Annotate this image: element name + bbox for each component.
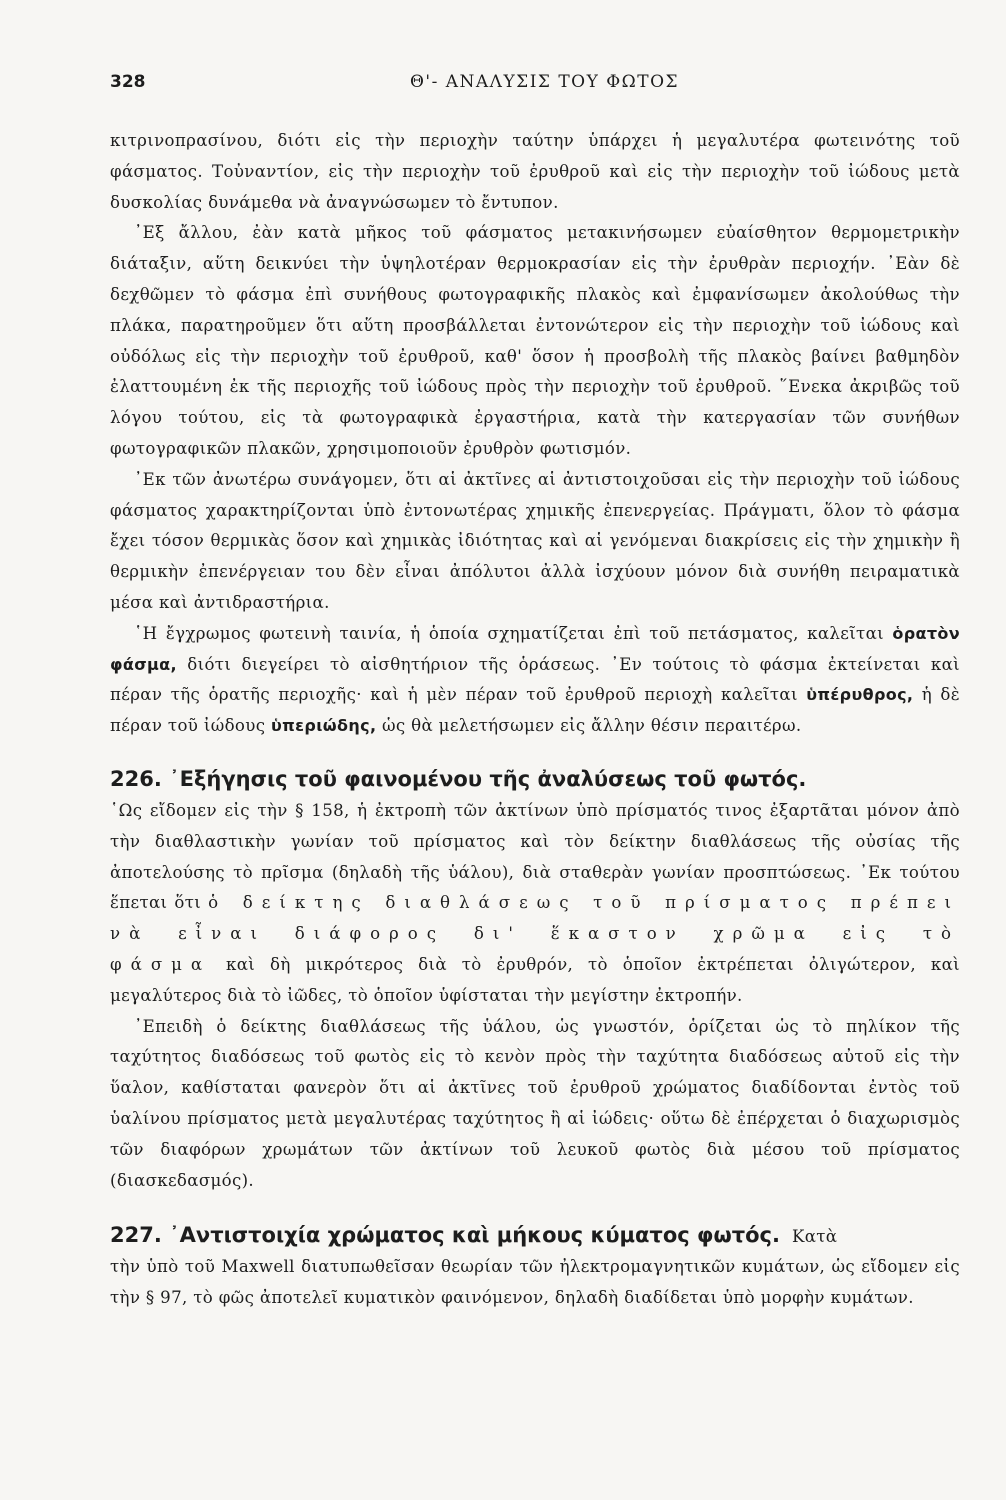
page-number: 328 — [110, 72, 146, 92]
paragraph-3: ᾿Εκ τῶν ἀνωτέρω συνάγομεν, ὅτι αἱ ἀκτῖνες αἱ ἀντιστοιχοῦσαι εἰς τὴν περιοχὴν τοῦ ἰώδους φάσματος χαρακτηρίζονται ὑπὸ ἐντονωτέρας χημικῆς ἐπενεργείας. Πράγματι, ὅλον τὸ φάσμα ἔχει τόσον θερμικὰς ὅσον καὶ χημικὰς ἰδιότητας καὶ αἱ γενόμεναι διακρίσεις εἰς τὴν χημικὴν ἢ θερμικὴν ἐπενέργειαν του δὲν εἶναι ἀπόλυτοι ἀλλὰ ἰσχύουν μόνον διὰ συνήθη πειραματικὰ μέσα καὶ ἀντιδραστήρια. — [110, 469, 960, 612]
book-page — [110, 62, 960, 1314]
page-header — [110, 62, 960, 102]
spaced-emphasis: ὁ δείκτης διαθλάσεως τοῦ πρίσματος πρέπει νὰ εἶναι διάφορος δι' ἕκαστον χρῶμα εἰς τὸ φάσμα — [110, 893, 960, 974]
text-run: ῾Ως εἴδομεν εἰς τὴν § 158, ἡ ἐκτροπὴ τῶν ἀκτίνων ὑπὸ πρίσματός τινος ἐξαρτᾶται μόνον ἀπὸ τὴν διαθλαστικὴν γωνίαν τοῦ πρίσματος καὶ τὸν δείκτην διαθλάσεως τῆς οὐσίας τῆς ἀποτελούσης τὸ πρῖσμα (δηλαδὴ τῆς ὑάλου), διὰ σταθερὰν γωνίαν προσπτώσεως. ᾿Εκ τούτου ἕπεται ὅτι — [110, 800, 960, 913]
section-title: ᾿Αντιστοιχία χρώματος καὶ μήκους κύματος φωτός. — [169, 1223, 780, 1248]
term-ultraviolet: ὑπεριώδης, — [270, 716, 377, 736]
text-run: ῾Η ἔγχρωμος φωτεινὴ ταινία, ἡ ὁποία σχηματίζεται ἐπὶ τοῦ πετάσματος, καλεῖται — [134, 623, 884, 643]
section-226-paragraph-2: ᾿Επειδὴ ὁ δείκτης διαθλάσεως τῆς ὑάλου, ὡς γνωστόν, ὁρίζεται ὡς τὸ πηλίκον τῆς ταχύτητος διαδόσεως τοῦ φωτὸς εἰς τὸ κενὸν πρὸς τὴν ταχύτητα διαδόσεως αὐτοῦ εἰς τὴν ὕαλον, καθίσταται φανερὸν ὅτι αἱ ἀκτῖνες τοῦ ἐρυθροῦ χρώματος διαδίδονται ἐντὸς τοῦ ὑαλίνου πρίσματος μετὰ μεγαλυτέρας ταχύτητος ἢ αἱ ἰώδεις· οὕτω δὲ ἐπέρχεται ὁ διαχωρισμὸς τῶν διαφόρων χρωμάτων τῶν ἀκτίνων τοῦ λευκοῦ φωτὸς διὰ μέσου τοῦ πρίσματος (διασκεδασμός). — [110, 1016, 960, 1190]
section-226-heading — [110, 762, 960, 796]
section-227-heading-row — [110, 1218, 960, 1252]
text-run: ἡ δὲ πέραν τοῦ ἰώδους — [110, 685, 961, 736]
text-run: ὡς θὰ μελετήσωμεν εἰς ἄλλην θέσιν περαιτέρω. — [382, 716, 802, 736]
section-number: 227. — [110, 1223, 162, 1248]
section-number: 226. — [110, 766, 162, 791]
section-227-paragraph-1: τὴν ὑπὸ τοῦ Maxwell διατυπωθεῖσαν θεωρίαν τῶν ἠλεκτρομαγνητικῶν κυμάτων, ὡς εἴδομεν εἰς τὴν § 97, τὸ φῶς ἀποτελεῖ κυματικὸν φαινόμενον, δηλαδὴ διαδίδεται ὑπὸ μορφὴν κυμάτων. — [110, 1257, 960, 1308]
term-visible-spectrum: ὁρατὸν φάσμα, — [110, 623, 960, 674]
run-in-text: Κατὰ — [791, 1227, 838, 1247]
body-text — [110, 126, 960, 1314]
running-title: Θ'- ΑΝΑΛΥΣΙΣ ΤΟΥ ΦΩΤΟΣ — [410, 72, 680, 92]
paragraph-2: ᾿Εξ ἄλλου, ἐὰν κατὰ μῆκος τοῦ φάσματος μετακινήσωμεν εὐαίσθητον θερμομετρικὴν διάταξιν, αὕτη δεικνύει τὴν ὑψηλοτέραν θερμοκρασίαν εἰς τὴν ἐρυθρὰν περιοχήν. ᾿Εὰν δὲ δεχθῶμεν τὸ φάσμα ἐπὶ συνήθους φωτογραφικῆς πλακὸς καὶ ἐμφανίσωμεν ἀκολούθως τὴν πλάκα, παρατηροῦμεν ὅτι αὕτη προσβάλλεται ἐντονώτερον εἰς τὴν περιοχὴν τοῦ ἰώδους καὶ οὐδόλως εἰς τὴν περιοχὴν τοῦ ἐρυθροῦ, καθ' ὅσον ἡ προσβολὴ τῆς πλακὸς βαίνει βαθμηδὸν ἐλαττουμένη ἐκ τῆς περιοχῆς τοῦ ἰώδους πρὸς τὴν περιοχὴν τοῦ ἐρυθροῦ. ῞Ενεκα ἀκριβῶς τοῦ λόγου τούτου, εἰς τὰ φωτογραφικὰ ἐργαστήρια, κατὰ τὴν κατεργασίαν τῶν συνήθων φωτογραφικῶν πλακῶν, χρησιμοποιοῦν ἐρυθρὸν φωτισμόν. — [110, 223, 960, 458]
section-title: ᾿Εξήγησις τοῦ φαινομένου τῆς ἀναλύσεως τοῦ φωτός. — [169, 766, 807, 791]
term-infrared: ὑπέρυθρος, — [806, 685, 914, 705]
paragraph-1: κιτρινοπρασίνου, διότι εἰς τὴν περιοχὴν ταύτην ὑπάρχει ἡ μεγαλυτέρα φωτεινότης τοῦ φάσματος. Τοὐναντίον, εἰς τὴν περιοχὴν τοῦ ἐρυθροῦ καὶ εἰς τὴν περιοχὴν τοῦ ἰώδους μετὰ δυσκολίας δυνάμεθα νὰ ἀναγνώσωμεν τὸ ἔντυπον. — [110, 131, 960, 212]
text-run: καὶ δὴ μικρότερος διὰ τὸ ἐρυθρόν, τὸ ὁποῖον ἐκτρέπεται ὀλιγώτερον, καὶ μεγαλύτερος διὰ τὸ ἰῶδες, τὸ ὁποῖον ὑφίσταται τὴν μεγίστην ἐκτροπήν. — [110, 954, 960, 1005]
section-227-heading — [110, 1218, 780, 1252]
section-226-paragraph-1 — [110, 796, 960, 1012]
text-run: διότι διεγείρει τὸ αἰσθητήριον τῆς ὁράσεως. ᾿Εν τούτοις τὸ φάσμα ἐκτείνεται καὶ πέραν τῆς ὁρατῆς περιοχῆς· καὶ ἡ μὲν πέραν τοῦ ἐρυθροῦ περιοχὴ καλεῖται — [110, 654, 961, 705]
paragraph-4 — [110, 619, 960, 742]
